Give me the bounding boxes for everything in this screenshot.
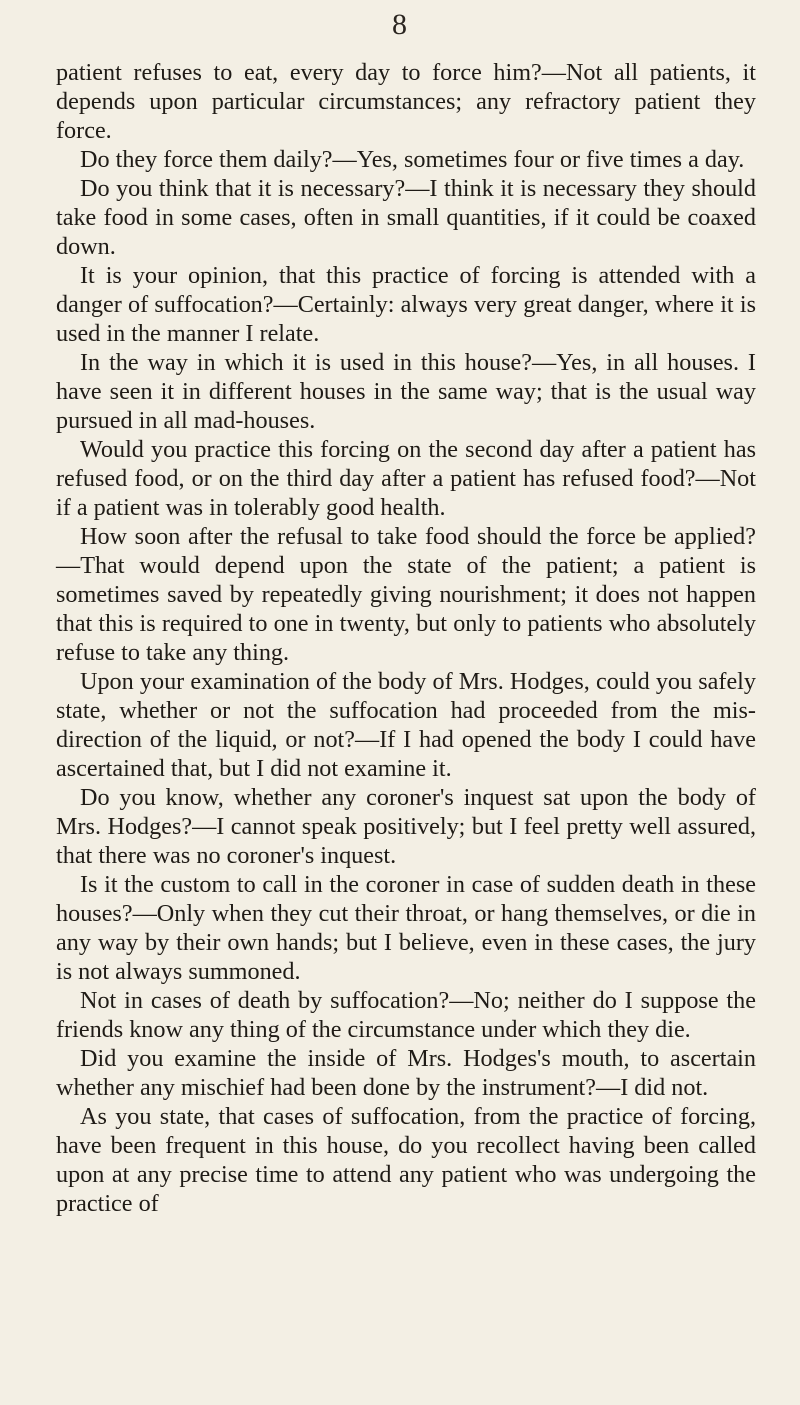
paragraph-1: patient refuses to eat, every day to force him?—Not all patients, it depends upon particular circumstances; any refractory patient they force. bbox=[56, 59, 756, 144]
paragraph-13: As you state, that cases of suffocation, from the practice of forcing, have been frequent in this house, do you recollect having been called upon at any precise time to attend any patient who was undergoing the practice of bbox=[56, 1103, 756, 1217]
paragraph-10: Is it the custom to call in the coroner in case of sudden death in these houses?—Only when they cut their throat, or hang themselves, or die in any way by their own hands; but I believe, even in these cases, the jury is not always summoned. bbox=[56, 871, 756, 985]
document-text bbox=[56, 58, 756, 1218]
paragraph-3: Do you think that it is necessary?—I think it is necessary they should take food in some cases, often in small quantities, if it could be coaxed down. bbox=[56, 175, 756, 260]
paragraph-8: Upon your examination of the body of Mrs. Hodges, could you safely state, whether or not the suffocation had proceeded from the mis-direction of the liquid, or not?—If I had opened the body I could have ascertained that, but I did not examine it. bbox=[56, 668, 756, 782]
paragraph-4: It is your opinion, that this practice of forcing is attended with a danger of suffocation?—Certainly: always very great danger, where it is used in the manner I relate. bbox=[56, 262, 756, 347]
paragraph-11: Not in cases of death by suffocation?—No; neither do I suppose the friends know any thing of the circumstance under which they die. bbox=[56, 987, 756, 1043]
paragraph-12: Did you examine the inside of Mrs. Hodges's mouth, to ascertain whether any mischief had been done by the instrument?—I did not. bbox=[56, 1045, 756, 1101]
paragraph-2: Do they force them daily?—Yes, sometimes four or five times a day. bbox=[80, 146, 745, 173]
paragraph-9: Do you know, whether any coroner's inquest sat upon the body of Mrs. Hodges?—I cannot speak positively; but I feel pretty well assured, that there was no coroner's inquest. bbox=[56, 784, 756, 869]
paragraph-5: In the way in which it is used in this house?—Yes, in all houses. I have seen it in different houses in the same way; that is the usual way pursued in all mad-houses. bbox=[56, 349, 756, 434]
page-number: 8 bbox=[392, 8, 408, 41]
paragraph-7: How soon after the refusal to take food should the force be applied?—That would depend upon the state of the patient; a patient is sometimes saved by repeatedly giving nourishment; it does not happen that this is required to one in twenty, but only to patients who absolutely refuse to take any thing. bbox=[56, 523, 756, 666]
paragraph-6: Would you practice this forcing on the second day after a patient has refused food, or on the third day after a patient has refused food?—Not if a patient was in tolerably good health. bbox=[56, 436, 756, 521]
